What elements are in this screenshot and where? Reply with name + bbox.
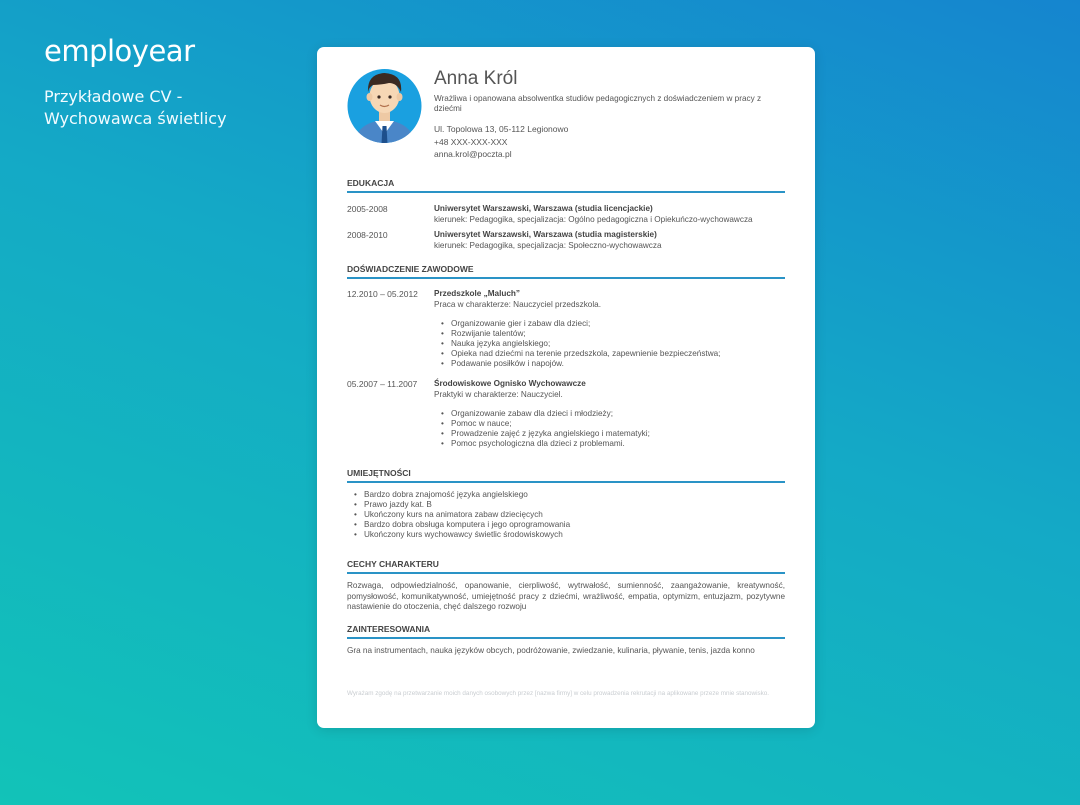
education-details: kierunek: Pedagogika, specjalizacja: Ogólno pedagogiczna i Opiekuńczo-wychowawcza bbox=[434, 215, 753, 224]
experience-duties bbox=[441, 319, 720, 369]
experience-entry bbox=[434, 288, 786, 310]
experience-role: Praca w charakterze: Nauczyciel przedszkola. bbox=[434, 300, 602, 309]
list-item: • Pomoc psychologiczna dla dzieci z problemami. bbox=[441, 439, 650, 449]
section-title-interests: ZAINTERESOWANIA bbox=[347, 624, 785, 639]
list-item: • Organizowanie zabaw dla dzieci i młodzieży; bbox=[441, 409, 650, 419]
list-item: • Bardzo dobra znajomość języka angielskiego bbox=[354, 490, 570, 500]
contact-phone: +48 XXX-XXX-XXX bbox=[434, 136, 508, 147]
list-item: • Bardzo dobra obsługa komputera i jego oprogramowania bbox=[354, 520, 570, 530]
gdpr-clause: Wyrażam zgodę na przetwarzanie moich danych osobowych przez [nazwa firmy] w celu prowadzenia rekrutacji na aplikowane przeze mnie stanowisko. bbox=[347, 690, 770, 697]
education-date: 2008-2010 bbox=[347, 230, 388, 240]
list-item: • Ukończony kurs wychowawcy świetlic środowiskowych bbox=[354, 530, 570, 540]
page-subtitle: Przykładowe CV - Wychowawca świetlicy bbox=[44, 87, 227, 128]
section-title-skills: UMIEJĘTNOŚCI bbox=[347, 468, 785, 483]
list-item: • Nauka języka angielskiego; bbox=[441, 339, 720, 349]
contact-address: Ul. Topolowa 13, 05-112 Legionowo bbox=[434, 124, 569, 134]
education-entry bbox=[434, 203, 786, 225]
education-school: Uniwersytet Warszawski, Warszawa (studia magisterskie) bbox=[434, 230, 657, 239]
experience-role: Praktyki w charakterze: Nauczyciel. bbox=[434, 390, 563, 399]
list-item: • Organizowanie gier i zabaw dla dzieci; bbox=[441, 319, 720, 329]
list-item: • Pomoc w nauce; bbox=[441, 419, 650, 429]
cv-document bbox=[317, 47, 815, 728]
traits-text: Rozwaga, odpowiedzialność, opanowanie, cierpliwość, wytrwałość, sumienność, zaangażowanie, kreatywność, pomysłowość, komunikatywność, umiejętność pracy z dziećmi, wrażliwość, empatia, optymizm, entuzjazm, pozytywne nastawienie do otoczenia, chęć dalszego rozwoju bbox=[347, 581, 785, 611]
list-item: • Ukończony kurs na animatora zabaw dziecięcych bbox=[354, 510, 570, 520]
list-item: • Podawanie posiłków i napojów. bbox=[441, 359, 720, 369]
experience-entry bbox=[434, 378, 786, 400]
contact-info bbox=[434, 123, 568, 161]
section-title-experience: DOŚWIADCZENIE ZAWODOWE bbox=[347, 264, 785, 279]
experience-date: 05.2007 – 11.2007 bbox=[347, 379, 418, 389]
candidate-summary: Wrażliwa i opanowana absolwentka studiów pedagogicznych z doświadczeniem w pracy z dziećmi bbox=[434, 94, 762, 113]
list-item: • Opieka nad dziećmi na terenie przedszkola, zapewnienie bezpieczeństwa; bbox=[441, 349, 720, 359]
skills-list bbox=[354, 490, 570, 540]
education-details: kierunek: Pedagogika, specjalizacja: Społeczno-wychowawcza bbox=[434, 241, 662, 250]
list-item: • Rozwijanie talentów; bbox=[441, 329, 720, 339]
avatar-icon bbox=[347, 64, 422, 144]
experience-date: 12.2010 – 05.2012 bbox=[347, 289, 418, 299]
interests-text: Gra na instrumentach, nauka języków obcych, podróżowanie, zwiedzanie, kulinaria, pływanie, tenis, jazda konno bbox=[347, 646, 755, 655]
education-entry bbox=[434, 229, 786, 251]
experience-duties bbox=[441, 409, 650, 449]
list-item: • Prawo jazdy kat. B bbox=[354, 500, 570, 510]
education-date: 2005-2008 bbox=[347, 204, 388, 214]
contact-email: anna.krol@poczta.pl bbox=[434, 149, 512, 159]
experience-employer: Przedszkole „Maluch” bbox=[434, 289, 520, 298]
employear-logo[interactable]: employear bbox=[44, 34, 195, 68]
candidate-name: Anna Król bbox=[434, 68, 518, 89]
experience-employer: Środowiskowe Ognisko Wychowawcze bbox=[434, 379, 586, 388]
education-school: Uniwersytet Warszawski, Warszawa (studia licencjackie) bbox=[434, 204, 653, 213]
list-item: • Prowadzenie zajęć z języka angielskiego i matematyki; bbox=[441, 429, 650, 439]
section-title-traits: CECHY CHARAKTERU bbox=[347, 559, 785, 574]
section-title-education: EDUKACJA bbox=[347, 178, 785, 193]
